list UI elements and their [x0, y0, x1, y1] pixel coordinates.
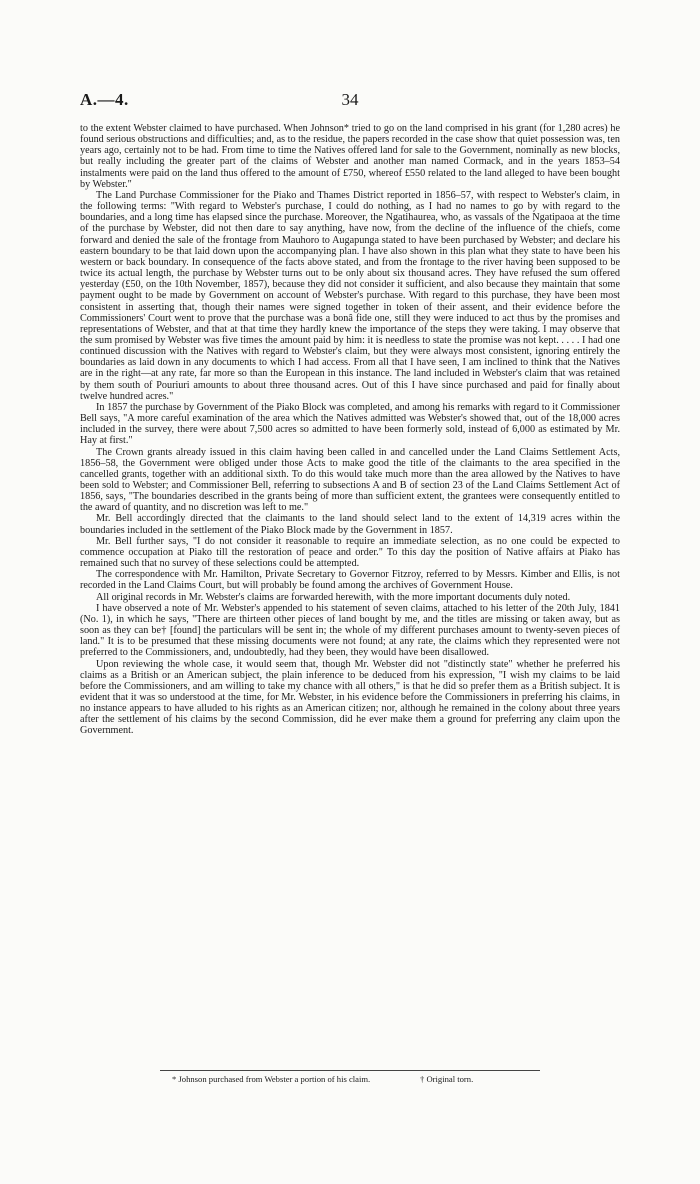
paragraph: All original records in Mr. Webster's claims are forwarded herewith, with the more important documents duly noted.	[96, 591, 571, 603]
paragraph: Mr. Bell further says, "I do not consider it reasonable to require an immediate selection, as no one could be expected to commence occupation at Piako till the restoration of peace and order." To this day the position of Native affairs at Piako has remained such that no survey of these selections could be attempted.	[80, 535, 620, 570]
body-text	[80, 123, 620, 737]
paragraph: The correspondence with Mr. Hamilton, Private Secretary to Governor Fitzroy, referred to by Messrs. Kimber and Ellis, is not recorded in the Land Claims Court, but will probably be found among the archives of Government House.	[80, 569, 620, 592]
page-number: 34	[341, 90, 359, 109]
paragraph: to the extent Webster claimed to have purchased. When Johnson* tried to go on the land comprised in his grant (for 1,280 acres) he found serious obstructions and difficulties; and, as to the residue, the papers recorded in the case show that quiet possession was, ten years ago, certainly not to be had. From time to time the Natives offered land for sale to the Government, nominally as new blocks, but really including the greater part of the claims of Webster and another man named Cormack, and in the years 1853–54 instalments were paid on the land thus offered to the amount of £750, whereof £550 related to the land alleged to have been bought by Webster."	[80, 123, 620, 190]
paragraph: I have observed a note of Mr. Webster's appended to his statement of seven claims, attached to his letter of the 20th July, 1841 (No. 1), in which he says, "There are thirteen other pieces of land bought by me, and the titles are missing or taken away, but as soon as they can be† [found] the particulars will be sent in; the whole of my different purchases amount to twenty-seven pieces of land." It is to be presumed that these missing documents were not found; at any rate, the claims which they represented were not preferred to the Commissioners, and, undoubtedly, had they been, they would have been disallowed.	[80, 602, 620, 659]
section-reference: A.—4.	[80, 90, 129, 109]
paragraph: The Land Purchase Commissioner for the Piako and Thames District reported in 1856–57, with respect to Webster's claim, in the following terms: "With regard to Webster's purchase, I could do nothing, as I had no names to go by with regard to the boundaries, and a long time has elapsed since the purchase. Moreover, the Ngatihaurea, who, as vassals of the Ngatipaoa at the time of the purchase by Webster, did not then dare to say anything, have now, from the decline of the influence of the chiefs, come forward and denied the sale of the frontage from Mauhoro to Augapunga stated to have been purchased by Webster; and declare his eastern boundary to be that laid down upon the accompanying plan. I have also shown in this plan what they state to have been his western or back boundary. In consequence of the facts above stated, and from the frontage to the river having been supposed to be twice its actual length, the purchase by Webster turns out to be only about six thousand acres. They have refused the sum offered yesterday (£50, on the 10th November, 1857), because they did not consider it sufficient, and also because they maintain that some payment ought to be made by Government on account of Webster's purchase. With regard to this purchase, they have been most consistent in asserting that, though their names were signed together in token of their assent, and their evidence before the Commissioners' Court went to prove that the purchase was a bonâ fide one, still they were induced to act thus by the promises and representations of Webster, and that at that time they hardly knew the importance of the steps they were taking. I may observe that the sum promised by Webster was five times the amount paid by him: it is needless to state the promise was not kept. . . . . I had one continued discussion with the Natives with regard to Webster's claim, but they were always most consistent, ignoring entirely the boundaries as laid down in any documents to which I had access. From all that I have seen, I am inclined to think that the Natives are in the right—at any rate, far more so than the European in this instance. The land included in Webster's claim that was retained by them south of Pouriuri amounts to about three thousand acres. Out of this I have since purchased and paid for finally about twelve hundred acres."	[80, 189, 620, 402]
footnote-johnson: * Johnson purchased from Webster a portion of his claim.	[172, 1074, 371, 1084]
footnote-divider	[160, 1070, 540, 1071]
paragraph: Mr. Bell accordingly directed that the claimants to the land should select land to the extent of 14,319 acres within the boundaries included in the settlement of the Piako Block made by the Government in 1857.	[80, 513, 620, 536]
paragraph: Upon reviewing the whole case, it would seem that, though Mr. Webster did not "distinctly state" whether he preferred his claims as a British or an American subject, the plain inference to be deduced from his expression, "I wish my claims to be laid before the Commissioners, and am willing to take my chance with all others," is that he did so prefer them as a British subject. It is evident that it was so understood at the time, for Mr. Webster, in his evidence before the Commissioners in preferring his claims, in no instance appears to have alluded to his rights as an American citizen; nor, although he remained in the colony about three years after the settlement of his claims by the second Commission, did he ever make them a ground for preferring any claim upon the Government.	[80, 658, 620, 737]
page-header	[80, 90, 620, 114]
footnote-torn: † Original torn.	[420, 1074, 474, 1084]
paragraph: The Crown grants already issued in this claim having been called in and cancelled under the Land Claims Settlement Acts, 1856–58, the Government were obliged under those Acts to make good the title of the claimants to the area specified in the cancelled grants, together with an additional sixth. To do this would take much more than the area allowed by the Natives to have been sold to Webster; and Commissioner Bell, referring to subsections A and B of section 23 of the Land Claims Settlement Act of 1856, says, "The boundaries described in the grants being of more than sufficient extent, the grantees were consequently entitled to the award of quantity, and no discretion was left to me."	[80, 446, 620, 514]
paragraph: In 1857 the purchase by Government of the Piako Block was completed, and among his remarks with regard to it Commissioner Bell says, "A more careful examination of the area which the Natives admitted was Webster's showed that, out of the 18,000 acres included in the survey, there were about 7,500 acres so admitted to have been formerly sold, instead of 6,000 as estimated by Mr. Hay at first."	[80, 401, 620, 447]
